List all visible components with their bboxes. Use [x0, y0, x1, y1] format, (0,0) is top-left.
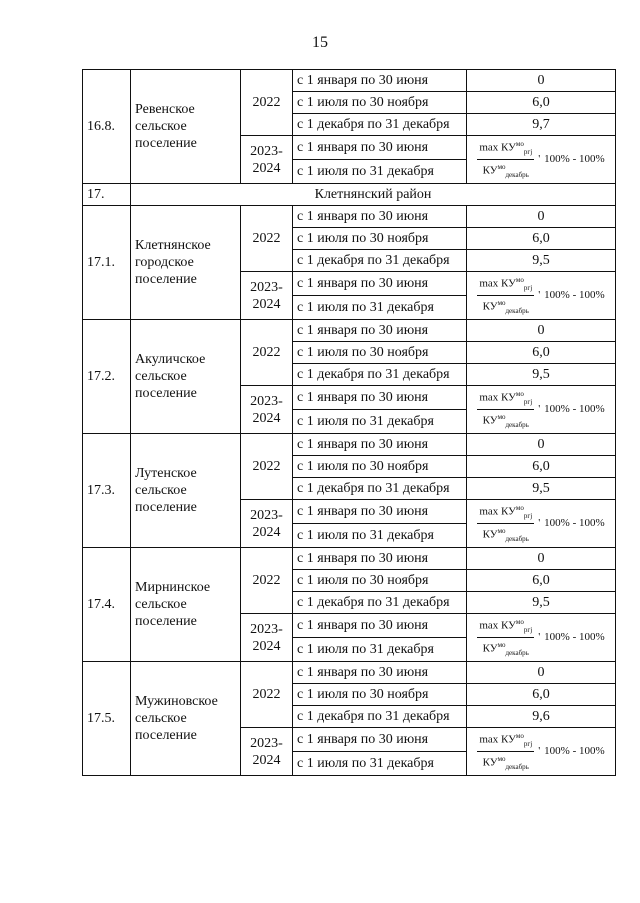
formula-cell [467, 614, 616, 662]
value-cell: 6,0 [467, 456, 616, 478]
period-cell: с 1 декабря по 31 декабря [293, 706, 467, 728]
formula: $\frac{\max КУ^{мо}_{ргj}}{КУ^{мо}_{декабрь}}$ ' 100% - 100% [479, 140, 605, 179]
table-row [83, 320, 616, 342]
year-start: 2023- [250, 393, 283, 409]
year-start: 2023- [250, 279, 283, 295]
settlement-name: Ревенское сельское поселение [131, 70, 241, 184]
formula-fraction: $\frac{\max КУ^{мо}_{ргj}}{КУ^{мо}_{декабрь}}$ [479, 390, 533, 429]
settlement-name: Лутенское сельское поселение [131, 434, 241, 548]
year-end: 2024 [252, 160, 281, 176]
year-end: 2024 [252, 752, 281, 768]
year-2023-2024 [241, 728, 293, 776]
formula-cell [467, 500, 616, 548]
year-2022: 2022 [241, 434, 293, 500]
value-cell: 6,0 [467, 684, 616, 706]
formula-tail: 100% - 100% [544, 631, 605, 643]
period-cell: с 1 июля по 31 декабря [293, 752, 467, 776]
period-cell: с 1 января по 30 июня [293, 386, 467, 410]
settlement-name: Клетнянское городское поселение [131, 206, 241, 320]
settlement-name: Мужиновское сельское поселение [131, 662, 241, 776]
period-cell: с 1 января по 30 июня [293, 614, 467, 638]
row-number: 17.3. [83, 434, 131, 548]
period-cell: с 1 июля по 31 декабря [293, 638, 467, 662]
year-start: 2023- [250, 507, 283, 523]
value-cell: 0 [467, 548, 616, 570]
period-cell: с 1 января по 30 июня [293, 548, 467, 570]
value-cell: 6,0 [467, 92, 616, 114]
period-cell: с 1 июля по 30 ноября [293, 570, 467, 592]
value-cell: 9,5 [467, 478, 616, 500]
period-cell: с 1 января по 30 июня [293, 70, 467, 92]
period-cell: с 1 декабря по 31 декабря [293, 592, 467, 614]
formula: $\frac{\max КУ^{мо}_{ргj}}{КУ^{мо}_{декабрь}}$ ' 100% - 100% [479, 618, 605, 657]
formula: $\frac{\max КУ^{мо}_{ргj}}{КУ^{мо}_{декабрь}}$ ' 100% - 100% [479, 504, 605, 543]
value-cell: 0 [467, 434, 616, 456]
district-row [83, 184, 616, 206]
formula-fraction: $\frac{\max КУ^{мо}_{ргj}}{КУ^{мо}_{декабрь}}$ [479, 732, 533, 771]
value-cell: 9,5 [467, 364, 616, 386]
value-cell: 9,5 [467, 250, 616, 272]
year-2023-2024 [241, 614, 293, 662]
period-cell: с 1 января по 30 июня [293, 136, 467, 160]
table-body [83, 70, 616, 776]
formula-tail: 100% - 100% [544, 517, 605, 529]
value-cell: 9,7 [467, 114, 616, 136]
row-number: 17.5. [83, 662, 131, 776]
table-row [83, 206, 616, 228]
year-2022: 2022 [241, 70, 293, 136]
table-row [83, 434, 616, 456]
formula-tail: 100% - 100% [544, 745, 605, 757]
year-2023-2024 [241, 386, 293, 434]
formula-cell [467, 272, 616, 320]
period-cell: с 1 декабря по 31 декабря [293, 250, 467, 272]
table-row [83, 70, 616, 92]
formula-tail: 100% - 100% [544, 289, 605, 301]
period-cell: с 1 января по 30 июня [293, 500, 467, 524]
period-cell: с 1 января по 30 июня [293, 206, 467, 228]
year-2023-2024 [241, 272, 293, 320]
year-end: 2024 [252, 638, 281, 654]
year-end: 2024 [252, 524, 281, 540]
period-cell: с 1 июля по 31 декабря [293, 524, 467, 548]
value-cell: 6,0 [467, 570, 616, 592]
period-cell: с 1 декабря по 31 декабря [293, 364, 467, 386]
period-cell: с 1 июля по 31 декабря [293, 160, 467, 184]
period-cell: с 1 декабря по 31 декабря [293, 114, 467, 136]
table-row [83, 548, 616, 570]
formula: $\frac{\max КУ^{мо}_{ргj}}{КУ^{мо}_{декабрь}}$ ' 100% - 100% [479, 390, 605, 429]
formula-cell [467, 136, 616, 184]
year-end: 2024 [252, 296, 281, 312]
period-cell: с 1 июля по 30 ноября [293, 684, 467, 706]
value-cell: 9,5 [467, 592, 616, 614]
formula-fraction: $\frac{\max КУ^{мо}_{ргj}}{КУ^{мо}_{декабрь}}$ [479, 276, 533, 315]
tariff-table [82, 69, 616, 776]
formula-fraction: $\frac{\max КУ^{мо}_{ргj}}{КУ^{мо}_{декабрь}}$ [479, 504, 533, 543]
formula-tail: 100% - 100% [544, 403, 605, 415]
district-number: 17. [83, 184, 131, 206]
row-number: 17.2. [83, 320, 131, 434]
period-cell: с 1 января по 30 июня [293, 272, 467, 296]
value-cell: 0 [467, 662, 616, 684]
period-cell: с 1 января по 30 июня [293, 662, 467, 684]
value-cell: 9,6 [467, 706, 616, 728]
formula-cell [467, 386, 616, 434]
year-start: 2023- [250, 143, 283, 159]
year-end: 2024 [252, 410, 281, 426]
period-cell: с 1 июля по 30 ноября [293, 456, 467, 478]
year-2022: 2022 [241, 206, 293, 272]
formula-fraction: $\frac{\max КУ^{мо}_{ргj}}{КУ^{мо}_{декабрь}}$ [479, 140, 533, 179]
year-2023-2024 [241, 500, 293, 548]
year-start: 2023- [250, 735, 283, 751]
value-cell: 0 [467, 206, 616, 228]
period-cell: с 1 января по 30 июня [293, 434, 467, 456]
year-2022: 2022 [241, 320, 293, 386]
period-cell: с 1 января по 30 июня [293, 728, 467, 752]
period-cell: с 1 декабря по 31 декабря [293, 478, 467, 500]
period-cell: с 1 июля по 31 декабря [293, 410, 467, 434]
year-2023-2024 [241, 136, 293, 184]
row-number: 17.1. [83, 206, 131, 320]
formula-tail: 100% - 100% [544, 153, 605, 165]
formula: $\frac{\max КУ^{мо}_{ргj}}{КУ^{мо}_{декабрь}}$ ' 100% - 100% [479, 276, 605, 315]
table-row [83, 662, 616, 684]
value-cell: 6,0 [467, 342, 616, 364]
period-cell: с 1 июля по 30 ноября [293, 92, 467, 114]
row-number: 16.8. [83, 70, 131, 184]
period-cell: с 1 июля по 30 ноября [293, 228, 467, 250]
year-2022: 2022 [241, 548, 293, 614]
formula-cell [467, 728, 616, 776]
period-cell: с 1 июля по 30 ноября [293, 342, 467, 364]
formula-fraction: $\frac{\max КУ^{мо}_{ргj}}{КУ^{мо}_{декабрь}}$ [479, 618, 533, 657]
year-start: 2023- [250, 621, 283, 637]
settlement-name: Акуличское сельское поселение [131, 320, 241, 434]
year-2022: 2022 [241, 662, 293, 728]
period-cell: с 1 января по 30 июня [293, 320, 467, 342]
value-cell: 6,0 [467, 228, 616, 250]
value-cell: 0 [467, 70, 616, 92]
row-number: 17.4. [83, 548, 131, 662]
formula: $\frac{\max КУ^{мо}_{ргj}}{КУ^{мо}_{декабрь}}$ ' 100% - 100% [479, 732, 605, 771]
value-cell: 0 [467, 320, 616, 342]
settlement-name: Мирнинское сельское поселение [131, 548, 241, 662]
period-cell: с 1 июля по 31 декабря [293, 296, 467, 320]
page-number: 15 [312, 34, 328, 51]
district-name: Клетнянский район [131, 184, 616, 206]
